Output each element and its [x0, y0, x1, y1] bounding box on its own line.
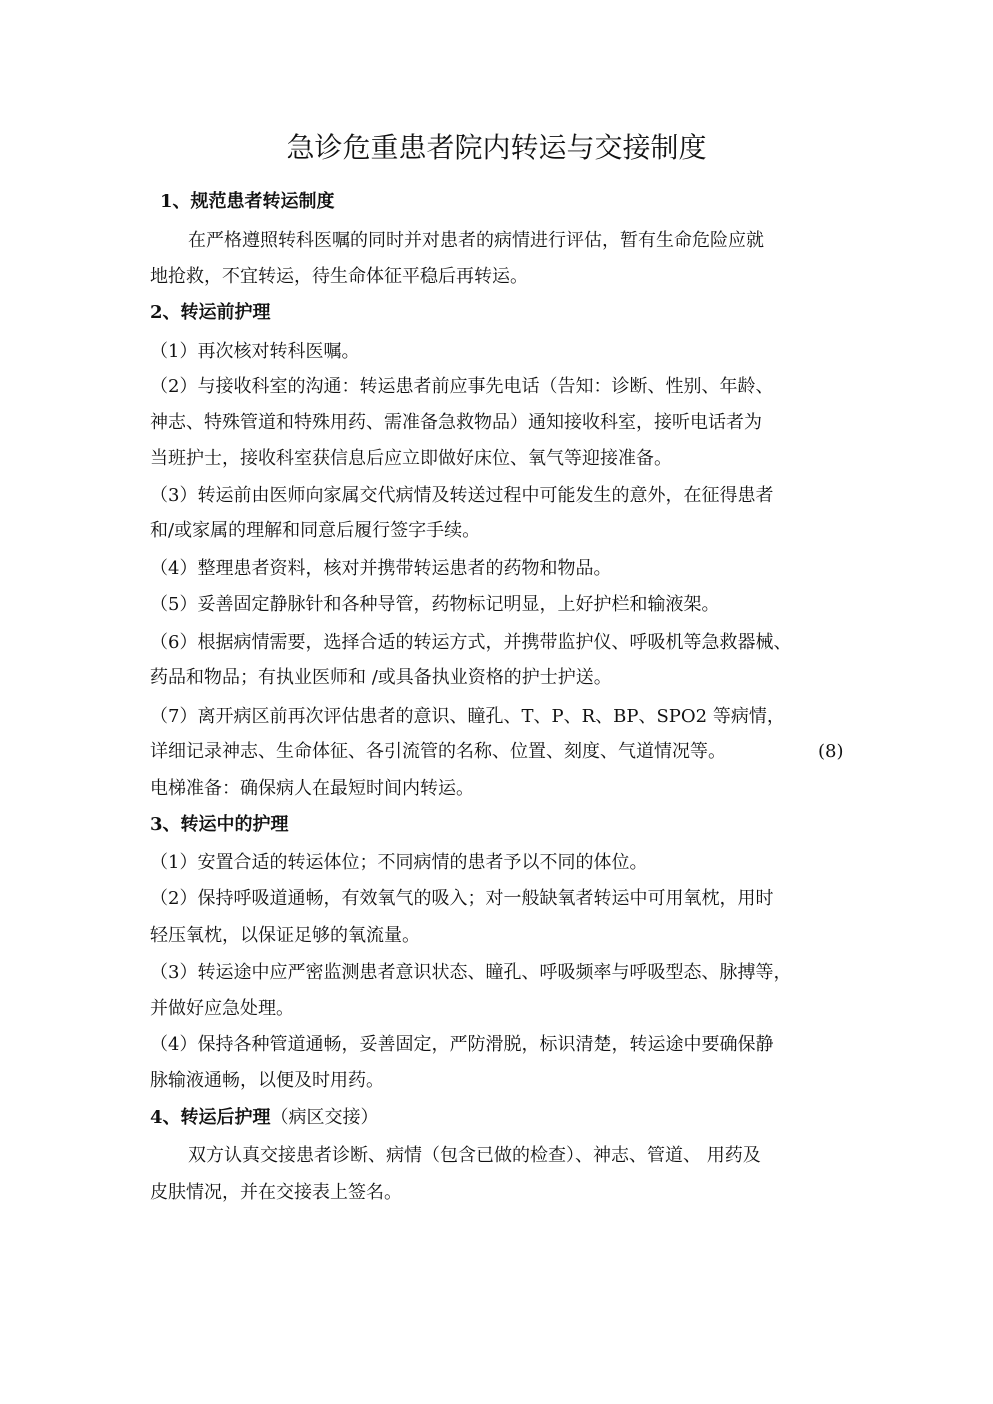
section-2-heading: 2、转运前护理 [150, 302, 271, 323]
section-3-item-3-line-1: （3）转运途中应严密监测患者意识状态、瞳孔、呼吸频率与呼吸型态、脉搏等， [150, 962, 792, 983]
section-3-item-1: （1）安置合适的转运体位；不同病情的患者予以不同的体位。 [150, 852, 648, 873]
section-2-item-5: （5）妥善固定静脉针和各种导管，药物标记明显，上好护栏和输液架。 [150, 594, 720, 615]
section-4-paragraph-line-1: 双方认真交接患者诊断、病情（包含已做的检查）、神志、管道、 用药及 [188, 1145, 761, 1166]
section-2-item-2-line-2: 神志、特殊管道和特殊用药、需准备急救物品）通知接收科室，接听电话者为 [150, 412, 762, 433]
section-2-item-8-number: (8) [818, 741, 844, 762]
section-3-item-2-line-1: （2）保持呼吸道通畅，有效氧气的吸入；对一般缺氧者转运中可用氧枕，用时 [150, 888, 774, 909]
section-3-item-2-line-2: 轻压氧枕，以保证足够的氧流量。 [150, 925, 420, 946]
section-3-item-4-line-2: 脉输液通畅，以便及时用药。 [150, 1070, 384, 1091]
section-2-item-2-line-1: （2）与接收科室的沟通：转运患者前应事先电话（告知：诊断、性别、年龄、 [150, 376, 774, 397]
section-3-item-4-line-1: （4）保持各种管道通畅，妥善固定，严防滑脱，标识清楚，转运途中要确保静 [150, 1034, 774, 1055]
section-1-heading: 1、规范患者转运制度 [160, 191, 335, 212]
section-2-item-3-line-1: （3）转运前由医师向家属交代病情及转送过程中可能发生的意外，在征得患者 [150, 485, 774, 506]
section-1-paragraph-line-1: 在严格遵照转科医嘱的同时并对患者的病情进行评估，暂有生命危险应就 [188, 230, 764, 251]
section-3-heading: 3、转运中的护理 [150, 814, 289, 835]
section-3-item-3-line-2: 并做好应急处理。 [150, 998, 294, 1019]
section-2-item-7-line-1: （7）离开病区前再次评估患者的意识、瞳孔、T、P、R、BP、SPO2 等病情， [150, 706, 785, 727]
section-4-heading: 4、转运后护理 [150, 1107, 271, 1128]
section-2-item-4: （4）整理患者资料，核对并携带转运患者的药物和物品。 [150, 558, 612, 579]
section-2-item-8-text: 电梯准备：确保病人在最短时间内转运。 [150, 778, 474, 799]
section-2-item-6-line-1: （6）根据病情需要，选择合适的转运方式，并携带监护仪、呼吸机等急救器械、 [150, 632, 792, 653]
section-4-heading-row [150, 1105, 379, 1131]
section-2-item-7-line-2: 详细记录神志、生命体征、各引流管的名称、位置、刻度、气道情况等。 [150, 741, 726, 762]
section-2-item-3-line-2: 和/或家属的理解和同意后履行签字手续。 [150, 520, 481, 541]
page-title: 急诊危重患者院内转运与交接制度 [286, 131, 707, 164]
section-4-heading-tag: （病区交接） [270, 1107, 379, 1128]
section-2-item-1: （1）再次核对转科医嘱。 [150, 341, 360, 362]
section-1-paragraph-line-2: 地抢救，不宜转运，待生命体征平稳后再转运。 [150, 266, 528, 287]
section-2-item-6-line-2: 药品和物品；有执业医师和 /或具备执业资格的护士护送。 [150, 667, 612, 688]
section-4-paragraph-line-2: 皮肤情况，并在交接表上签名。 [150, 1182, 402, 1203]
section-2-item-2-line-3: 当班护士，接收科室获信息后应立即做好床位、氧气等迎接准备。 [150, 448, 672, 469]
